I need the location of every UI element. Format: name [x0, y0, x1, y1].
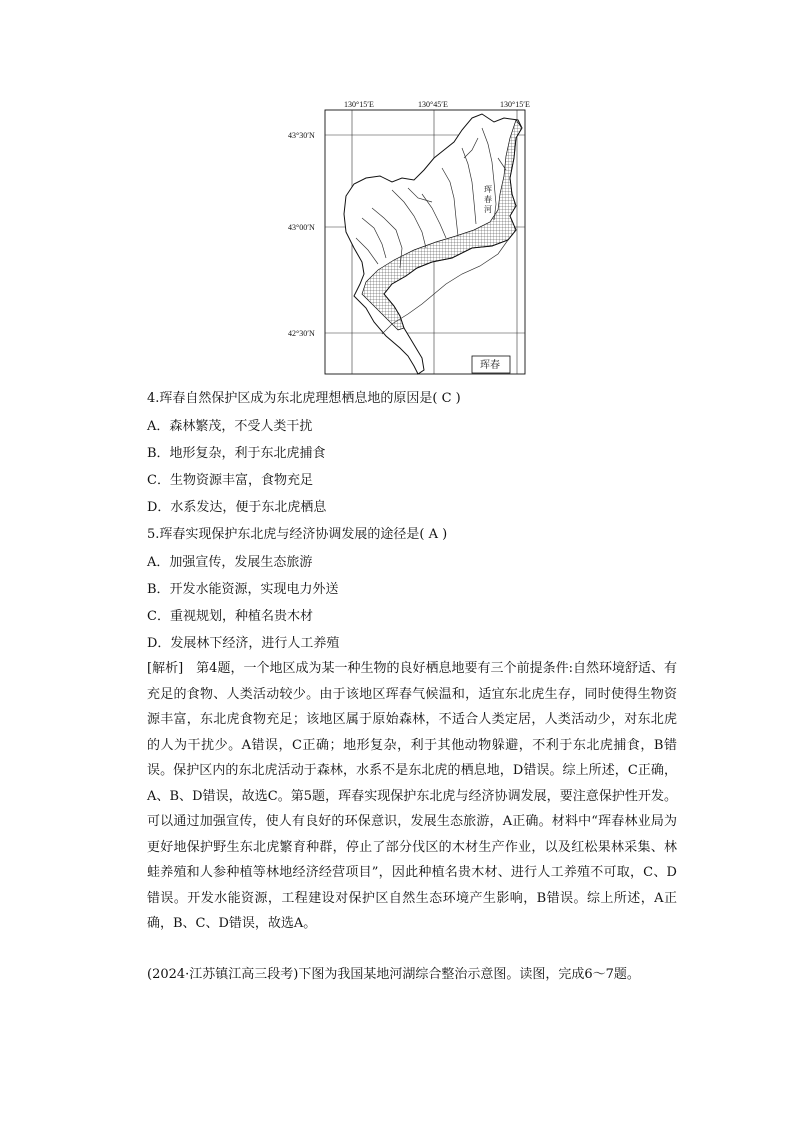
question-4-option-c: C．生物资源丰富，食物充足 [147, 473, 313, 488]
lat-label: 43°30′N [288, 131, 315, 140]
lat-label: 43°00′N [288, 223, 315, 232]
river-label: 春 [484, 195, 492, 204]
analysis-text: 第4题，一个地区成为某一种生物的良好栖息地要有三个前提条件:自然环境舒适、有充足的食物、人类活动较少。由于该地区珲春气候温和，适宜东北虎生存，同时使得生物资源丰富，东北虎食物充足；该地区属于原始森林，不适合人类定居，人类活动少，对东北虎的人为干扰少。A错误，C正确；地形复杂，利于其他动物躲避，不利于东北虎捕食，B错误。保护区内的东北虎活动于森林，水系不是东北虎的栖息地，D错误。综上所述，C正确，A、B、D错误，故选C。第5题，珲春实现保护东北虎与经济协调发展，要注意保护性开发。可以通过加强宣传，使人有良好的环保意识，发展生态旅游，A正确。材料中“珲春林业局为更好地保护野生东北虎繁育种群，停止了部分伐区的木材生产作业，以及红松果林采集、林蛙养殖和人参种植等林地经济经营项目”，因此种植名贵木材、进行人工养殖不可取，C、D错误。开发水能资源，工程建设对保护区自然生态环境产生影响，B错误。综上所述，A正确，B、C、D错误，故选A。 [147, 661, 677, 931]
question-5-option-c: C．重视规划，种植名贵木材 [147, 609, 313, 624]
question-5-stem: 5.珲春实现保护东北虎与经济协调发展的途径是( A ) [147, 527, 448, 542]
question-4-option-a: A．森林繁茂，不受人类干扰 [147, 419, 313, 434]
river-label: 河 [484, 205, 492, 214]
question-5-option-a: A．加强宣传，发展生态旅游 [147, 555, 313, 570]
next-question-intro: (2024·江苏镇江高三段考)下图为我国某地河湖综合整治示意图。读图，完成6～7题。 [147, 967, 640, 982]
question-5-option-b: B．开发水能资源，实现电力外送 [147, 582, 339, 597]
question-4-option-b: B．地形复杂，利于东北虎捕食 [147, 446, 326, 461]
legend-label: 珲春 [480, 360, 500, 371]
analysis-paragraph [147, 656, 677, 937]
lon-label: 130°45′E [418, 100, 448, 109]
question-4-stem: 4.珲春自然保护区成为东北虎理想栖息地的原因是( C ) [147, 391, 461, 406]
map-svg [288, 98, 532, 376]
lat-label: 42°30′N [288, 329, 315, 338]
question-5-option-d: D．发展林下经济，进行人工养殖 [147, 636, 340, 651]
lon-label: 130°15′E [500, 100, 530, 109]
analysis-tag: [解析] [147, 661, 184, 676]
question-4-option-d: D．水系发达，便于东北虎栖息 [147, 500, 327, 515]
river-label: 珲 [484, 185, 492, 194]
lon-label: 130°15′E [344, 100, 374, 109]
map-figure [288, 98, 532, 376]
